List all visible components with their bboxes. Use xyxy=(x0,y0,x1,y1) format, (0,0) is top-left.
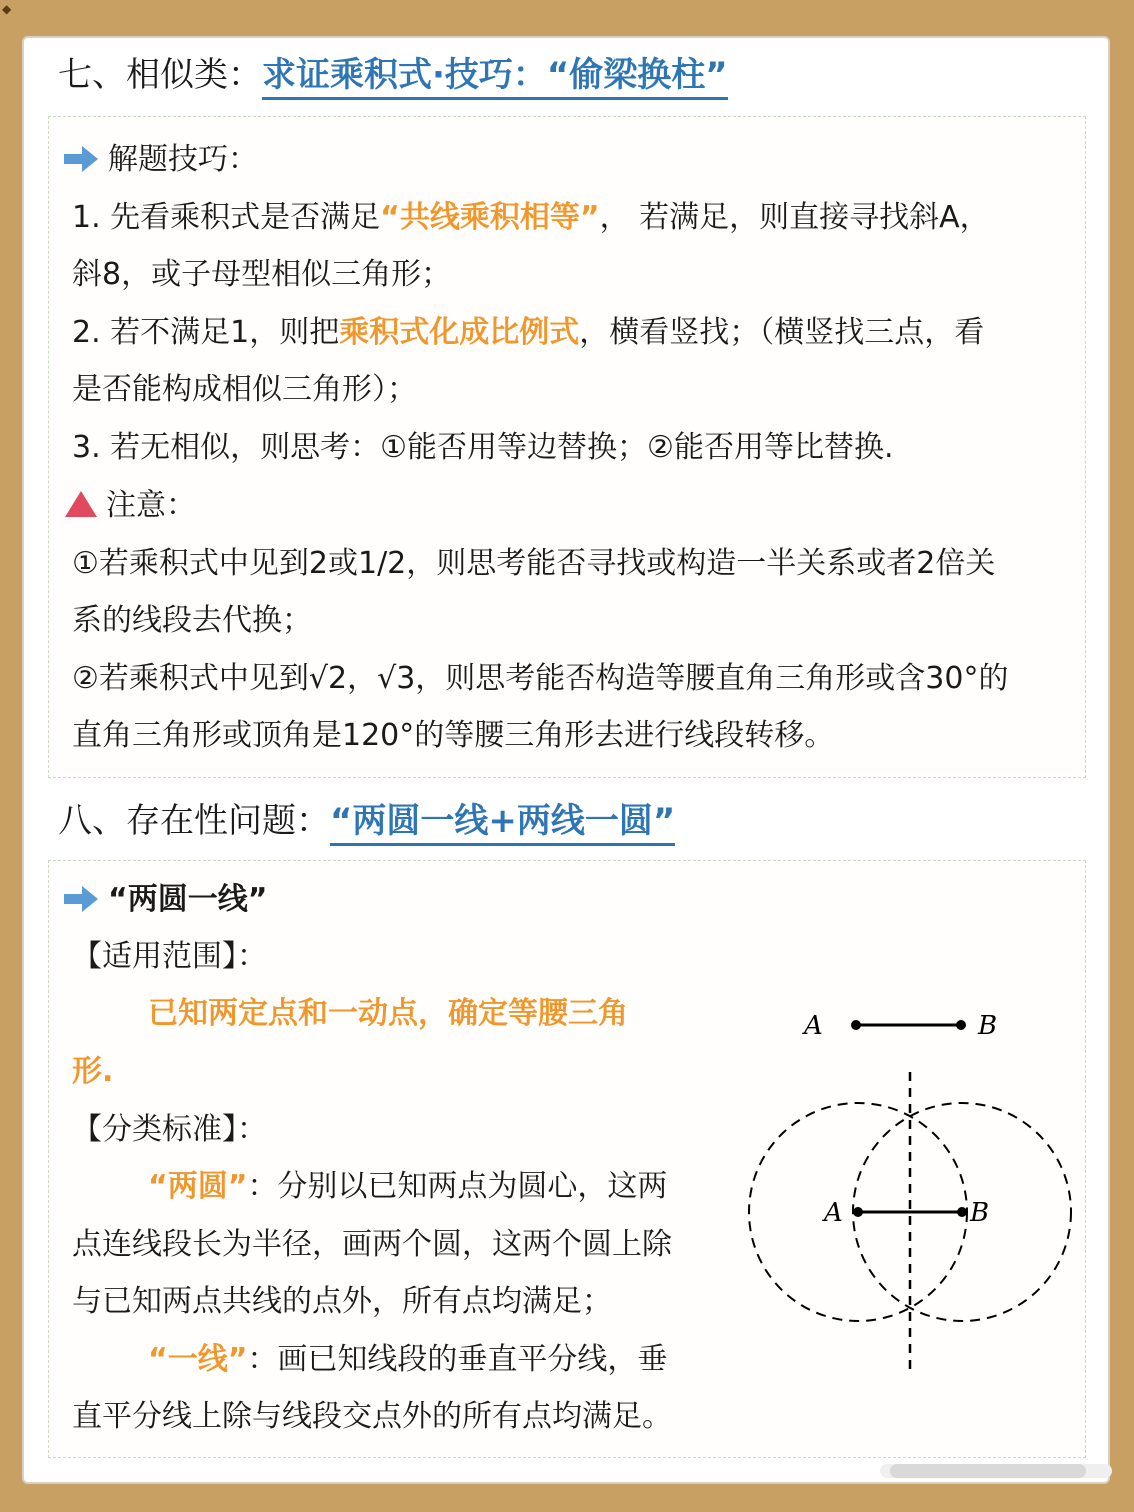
tips-label: 解题技巧： xyxy=(108,142,258,177)
section7-title xyxy=(58,52,728,98)
scope-label: 【适用范围】： xyxy=(72,939,267,974)
sub-label: “两圆一线” xyxy=(108,882,268,917)
section7-title-highlight: 求证乘积式·技巧：“偷梁换柱” xyxy=(262,55,728,100)
section8-title-highlight: “两圆一线+两线一圆” xyxy=(330,801,675,846)
note-line-3: ②若乘积式中见到√2，√3，则思考能否构造等腰直角三角形或含30°的 xyxy=(72,661,1009,696)
note-line-1: ①若乘积式中见到2或1/2，则思考能否寻找或构造一半关系或者2倍关 xyxy=(72,546,996,581)
geometry-diagram xyxy=(740,1000,1080,1380)
section8-title-prefix: 八、存在性问题： xyxy=(58,801,330,841)
top-point-b xyxy=(956,1020,966,1030)
point-a-label: A xyxy=(824,1198,843,1228)
section7-title-prefix: 七、相似类： xyxy=(58,55,262,95)
note-line-2: 系的线段去代换； xyxy=(72,603,312,638)
scope-line-1: 已知两定点和一动点，确定等腰三角 xyxy=(148,996,628,1031)
warning-triangle-icon xyxy=(64,490,98,518)
point-b xyxy=(957,1207,967,1217)
tips-heading xyxy=(64,140,258,180)
top-point-a-label: A xyxy=(804,1011,823,1041)
point-a xyxy=(853,1207,863,1217)
class4-text: ：画已知线段的垂直平分线，垂 xyxy=(247,1342,668,1377)
note-heading xyxy=(64,486,196,526)
class-line-2: 点连线段长为半径，画两个圆，这两个圆上除 xyxy=(72,1227,672,1262)
horizontal-scrollbar[interactable] xyxy=(880,1462,1112,1480)
class-line-5: 直平分线上除与线段交点外的所有点均满足。 xyxy=(72,1399,672,1434)
tip-line-4: 是否能构成相似三角形）； xyxy=(72,372,417,407)
tip1-highlight: “共线乘积相等” xyxy=(380,200,600,235)
class-label: 【分类标准】： xyxy=(72,1112,267,1147)
tip-line-3 xyxy=(72,313,984,353)
point-b-label: B xyxy=(970,1198,990,1228)
tip-line-5: 3. 若无相似，则思考：①能否用等边替换；②能否用等比替换. xyxy=(72,430,894,465)
top-point-b-label: B xyxy=(978,1011,998,1041)
note-line-4: 直角三角形或顶角是120°的等腰三角形去进行线段转移。 xyxy=(72,718,835,753)
sub-heading xyxy=(64,880,267,920)
corner-logo-icon: ◆ xyxy=(2,2,12,16)
class-line-1 xyxy=(148,1167,667,1207)
tip2-text-end: ，横看竖找；（横竖找三点，看 xyxy=(579,315,985,350)
tip2-text: 2. 若不满足1，则把 xyxy=(72,315,340,350)
top-point-a xyxy=(851,1020,861,1030)
class-line-4 xyxy=(148,1340,667,1380)
scope-line-2: 形. xyxy=(72,1054,114,1089)
tip1-text: 1. 先看乘积式是否满足 xyxy=(72,200,381,235)
one-line-term: “一线” xyxy=(148,1342,248,1377)
arrow-right-icon xyxy=(64,886,98,912)
tip2-highlight: 乘积式化成比例式 xyxy=(339,315,580,350)
class-line-3: 与已知两点共线的点外，所有点均满足； xyxy=(72,1284,612,1319)
two-circles-term: “两圆” xyxy=(148,1169,248,1204)
note-label: 注意： xyxy=(106,488,196,523)
arrow-right-icon xyxy=(64,146,98,172)
tip1-text-end: ， 若满足，则直接寻找斜A， xyxy=(599,200,990,235)
section8-title xyxy=(58,798,675,844)
tip-line-2: 斜8，或子母型相似三角形； xyxy=(72,257,452,292)
class1-text: ：分别以已知两点为圆心，这两 xyxy=(247,1169,668,1204)
tip-line-1 xyxy=(72,198,990,238)
